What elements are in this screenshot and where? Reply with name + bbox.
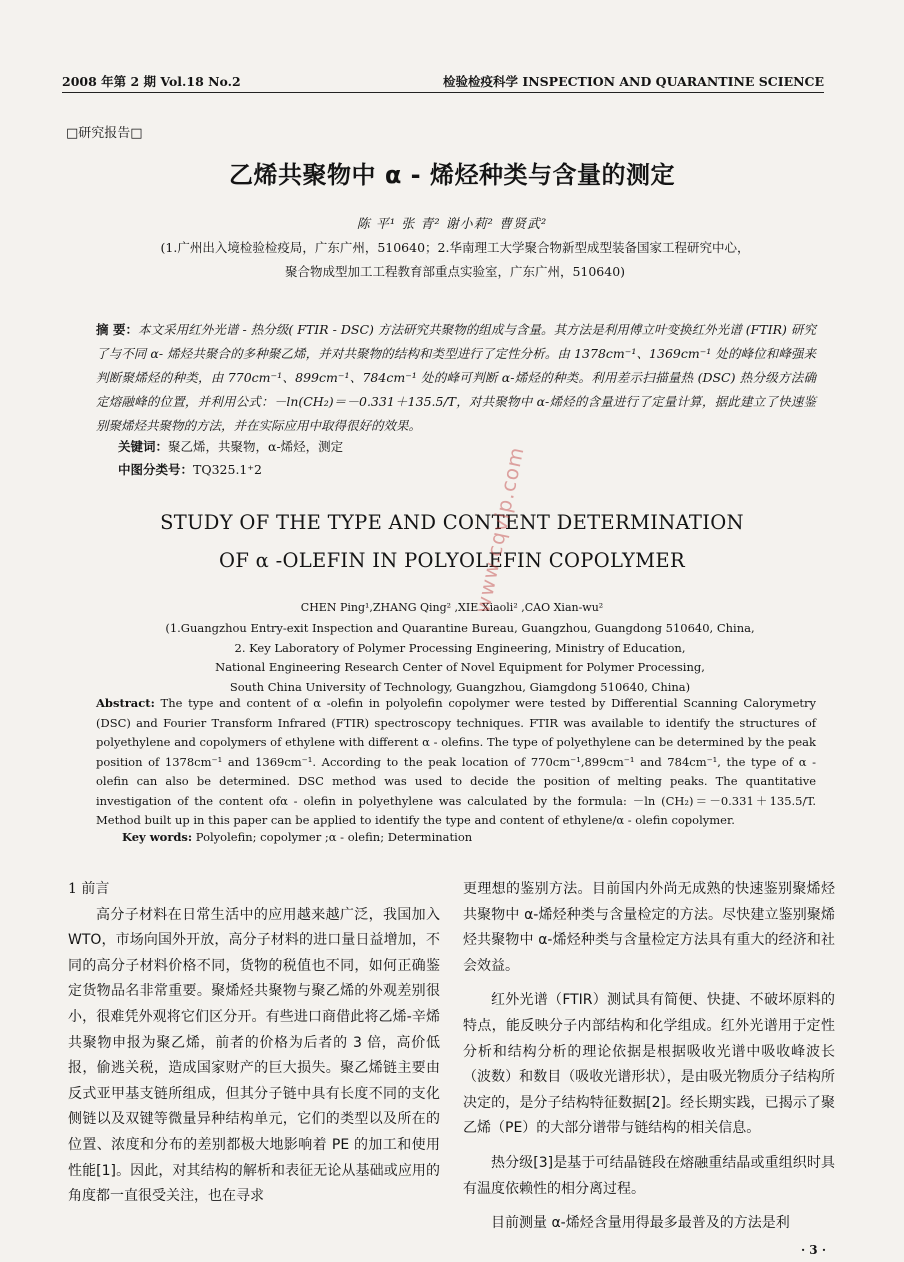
keywords-en-label: Key words: [122, 830, 193, 844]
affiliation-en-line: National Engineering Research Center of Novel Equipment for Polymer Processing, [215, 660, 705, 674]
abstract-english [96, 694, 816, 831]
classification-code: TQ325.1⁺2 [193, 462, 262, 477]
abstract-en-text: The type and content of α -olefin in polyolefin copolymer were tested by Differential Scanning Calorymetry (DSC) and Fourier Transform Infrared (FTIR) spectroscopy techniques. FTIR was available to identify the structures of polyethylene and copolymers of ethylene with different α - olefins. The type of polyethylene can be determined by the peak position of 1378cm⁻¹ and 1369cm⁻¹. According to the peak location of 770cm⁻¹,899cm⁻¹ and 784cm⁻¹, the type of α - olefin can also be determined. DSC method was used to decide the position of melting peaks. The quantitative investigation of the content ofα - olefin in polyethylene was calculated by the formula: －ln (CH₂)＝－0.331＋135.5/T. Method built up in this paper can be applied to identify the type and content of ethylene/α - olefin copolymer. [96, 696, 816, 827]
affiliation-cn-line: (1.广州出入境检验检疫局，广东广州，510640；2.华南理工大学聚合物新型成型装备国家工程研究中心， [160, 240, 750, 255]
abstract-chinese [96, 318, 816, 438]
header-issue: 2008 年第 2 期 Vol.18 No.2 [62, 74, 241, 89]
keywords-chinese [118, 437, 343, 455]
body-column-left [68, 877, 440, 1210]
title-chinese: 乙烯共聚物中 α - 烯烃种类与含量的测定 [228, 161, 675, 189]
section-heading: 1 前言 [68, 881, 110, 897]
affiliation-chinese [95, 236, 815, 284]
title-en-line: OF α -OLEFIN IN POLYOLEFIN COPOLYMER [219, 549, 685, 572]
classification-label: 中图分类号： [118, 462, 194, 477]
body-column-right [463, 877, 835, 1237]
keywords-cn-text: 聚乙烯，共聚物，α-烯烃，测定 [168, 439, 344, 454]
running-header [62, 70, 824, 92]
page-number: · 3 · [800, 1243, 826, 1257]
keywords-cn-label: 关键词： [118, 439, 169, 454]
body-paragraph: 更理想的鉴别方法。目前国内外尚无成熟的快速鉴别聚烯烃共聚物中 α-烯烃种类与含量检定的方法。尽快建立鉴别聚烯烃共聚物中 α-烯烃种类与含量检定方法具有重大的经济和社会效益。 [463, 881, 835, 974]
classification-chinese [118, 460, 262, 478]
title-en-line: STUDY OF THE TYPE AND CONTENT DETERMINATION [160, 511, 744, 534]
body-paragraph: 红外光谱（FTIR）测试具有简便、快捷、不破坏原料的特点，能反映分子内部结构和化学组成。红外光谱用于定性分析和结构分析的理论依据是根据吸收光谱中吸收峰波长（波数）和数目（吸收光谱形状），是由吸光物质分子结构所决定的，是分子结构特征数据[2]。经长期实践，已揭示了聚乙烯（PE）的大部分谱带与链结构的相关信息。 [463, 992, 835, 1137]
affiliation-english [100, 619, 820, 697]
authors-chinese: 陈 平¹ 张 青² 谢小莉² 曹贤武² [356, 217, 548, 232]
body-paragraph: 目前测量 α-烯烃含量用得最多最普及的方法是利 [491, 1215, 790, 1232]
title-english [0, 504, 904, 580]
header-rule [62, 92, 824, 93]
affiliation-cn-line: 聚合物成型加工工程教育部重点实验室，广东广州，510640) [284, 264, 626, 279]
section-tag: □研究报告□ [66, 126, 143, 141]
affiliation-en-line: (1.Guangzhou Entry-exit Inspection and Quarantine Bureau, Guangzhou, Guangdong 510640, China, [165, 621, 755, 635]
keywords-english [122, 830, 472, 844]
authors-english: CHEN Ping¹,ZHANG Qing² ,XIE Xiaoli² ,CAO Xian-wu² [300, 601, 604, 614]
body-paragraph: 高分子材料在日常生活中的应用越来越广泛，我国加入 WTO，市场向国外开放，高分子材料的进口量日益增加，不同的高分子材料价格不同，货物的税值也不同，如何正确鉴定货物品名非常重要。聚烯烃共聚物与聚乙烯的外观差别很小，很难凭外观将它们区分开。有些进口商借此将乙烯-辛烯共聚物申报为聚乙烯，前者的价格为后者的 3 倍，高价低报，偷逃关税，造成国家财产的巨大损失。聚乙烯链主要由反式亚甲基支链所组成，但其分子链中具有长度不同的支化侧链以及双键等微量异种结构单元，它们的类型以及所在的位置、浓度和分布的差别都极大地影响着 PE 的加工和使用性能[1]。因此，对其结构的解析和表征无论从基础或应用的角度都一直很受关注，也在寻求 [68, 906, 440, 1205]
body-paragraph: 热分级[3]是基于可结晶链段在熔融重结晶或重组织时具有温度依赖性的相分离过程。 [463, 1154, 835, 1197]
affiliation-en-line: 2. Key Laboratory of Polymer Processing Engineering, Ministry of Education, [234, 640, 686, 655]
affiliation-en-line: South China University of Technology, Guangzhou, Giamgdong 510640, China) [229, 679, 691, 694]
keywords-en-text: Polyolefin; copolymer ;α - olefin; Determination [192, 830, 473, 844]
abstract-cn-text: 本文采用红外光谱 - 热分级( FTIR - DSC) 方法研究共聚物的组成与含量。其方法是利用傅立叶变换红外光谱 (FTIR) 研究了与不同 α- 烯烃共聚合的多种聚乙烯，并对共聚物的结构和类型进行了定性分析。由 1378cm⁻¹、1369cm⁻¹ 处的峰位和峰强来判断聚烯烃的种类，由 770cm⁻¹、899cm⁻¹、784cm⁻¹ 处的峰可判断 α-烯烃的种类。利用差示扫描量热 (DSC) 热分级方法确定熔融峰的位置，并利用公式：－ln(CH₂)＝－0.331＋135.5/T，对共聚物中 α-烯烃的含量进行了定量计算，据此建立了快速鉴别聚烯烃共聚物的方法，并在实际应用中取得很好的效果。 [96, 322, 816, 433]
abstract-cn-label: 摘 要： [96, 322, 139, 337]
header-journal: 检验检疫科学 INSPECTION AND QUARANTINE SCIENCE [443, 74, 824, 89]
watermark: www.cqvip.com [470, 444, 529, 615]
abstract-en-label: Abstract: [96, 696, 155, 710]
